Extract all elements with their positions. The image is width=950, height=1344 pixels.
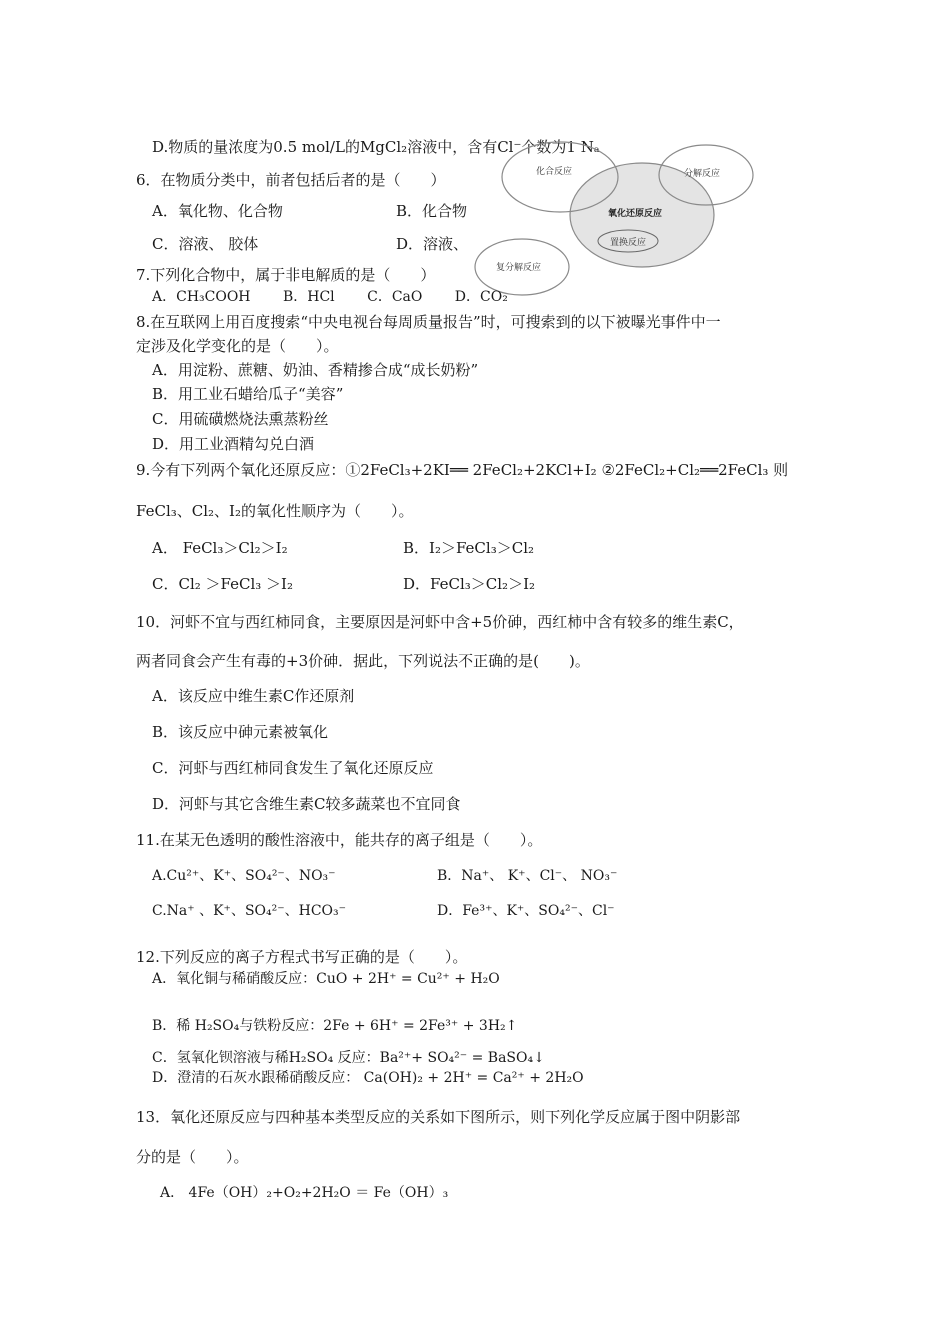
q11-option-b: B．Na⁺、 K⁺、Cl⁻、 NO₃⁻ xyxy=(437,868,618,884)
q13-option-a: A． 4Fe（OH）₂+O₂+2H₂O ＝ Fe（OH）₃ xyxy=(160,1185,449,1201)
q9-option-d: D．FeCl₃＞Cl₂＞I₂ xyxy=(403,575,536,593)
q10-option-b: B．该反应中砷元素被氧化 xyxy=(152,723,329,741)
q11-option-d: D．Fe³⁺、K⁺、SO₄²⁻、Cl⁻ xyxy=(437,903,615,919)
q8-option-c: C．用硫磺燃烧法熏蒸粉丝 xyxy=(152,410,329,428)
q7-options: A．CH₃COOH B．HCl C．CaO D．CO₂ xyxy=(152,289,508,305)
q10-option-c: C．河虾与西红柿同食发生了氧化还原反应 xyxy=(152,759,434,777)
q8-option-b: B．用工业石蜡给瓜子“美容” xyxy=(152,385,344,403)
q8-stem-1: 8.在互联网上用百度搜索“中央电视台每周质量报告”时，可搜索到的以下被曝光事件中一 xyxy=(136,313,721,331)
q13-stem-2: 分的是（ ）。 xyxy=(136,1148,249,1166)
q8-option-a: A．用淀粉、蔗糖、奶油、香精掺合成“成长奶粉” xyxy=(152,361,479,379)
q12-option-d: D．澄清的石灰水跟稀硝酸反应： Ca(OH)₂ + 2H⁺ = Ca²⁺ + 2H₂O xyxy=(152,1070,584,1086)
q5-option-d: D.物质的量浓度为0.5 mol/L的MgCl₂溶液中，含有Cl⁻个数为1 Nₐ xyxy=(152,138,600,156)
q8-stem-2: 定涉及化学变化的是（ ）。 xyxy=(136,337,339,355)
q11-option-c: C.Na⁺ 、K⁺、SO₄²⁻、HCO₃⁻ xyxy=(152,903,347,919)
q9-stem-1: 9.今有下列两个氧化还原反应：①2FeCl₃+2KI══ 2FeCl₂+2KCl+I₂ ②2FeCl₂+Cl₂══2FeCl₃ 则 xyxy=(136,461,789,479)
q6-option-b: B．化合物 xyxy=(396,202,468,220)
q12-option-b: B．稀 H₂SO₄与铁粉反应：2Fe + 6H⁺ = 2Fe³⁺ + 3H₂↑ xyxy=(152,1018,518,1034)
q10-stem-2: 两者同食会产生有毒的+3价砷．据此，下列说法不正确的是( )。 xyxy=(136,652,590,670)
q6-option-a: A．氧化物、化合物 xyxy=(152,202,283,220)
label-displacement: 置换反应 xyxy=(610,238,647,248)
q6-option-c: C．溶液、 胶体 xyxy=(152,235,259,253)
q6-stem: 6．在物质分类中，前者包括后者的是（ ） xyxy=(136,171,446,189)
q12-option-c: C．氢氧化钡溶液与稀H₂SO₄ 反应：Ba²⁺+ SO₄²⁻ = BaSO₄↓ xyxy=(152,1050,545,1066)
reaction-venn-diagram xyxy=(470,130,770,300)
label-combination: 化合反应 xyxy=(536,167,573,177)
q11-option-a: A.Cu²⁺、K⁺、SO₄²⁻、NO₃⁻ xyxy=(152,868,336,884)
q9-option-b: B．I₂＞FeCl₃＞Cl₂ xyxy=(403,539,535,557)
label-double-decomposition: 复分解反应 xyxy=(496,263,542,273)
q12-stem: 12.下列反应的离子方程式书写正确的是（ ）。 xyxy=(136,948,468,966)
q9-stem-2: FeCl₃、Cl₂、I₂的氧化性顺序为（ ）。 xyxy=(136,502,414,520)
label-decomposition: 分解反应 xyxy=(684,169,721,179)
q10-option-a: A．该反应中维生素C作还原剂 xyxy=(152,687,355,705)
q9-option-c: C．Cl₂ ＞FeCl₃ ＞I₂ xyxy=(152,575,293,593)
q9-option-a: A． FeCl₃＞Cl₂＞I₂ xyxy=(152,539,288,557)
q13-stem-1: 13．氧化还原反应与四种基本类型反应的关系如下图所示，则下列化学反应属于图中阴影部 xyxy=(136,1108,741,1126)
q10-stem-1: 10．河虾不宜与西红柿同食，主要原因是河虾中含+5价砷，西红柿中含有较多的维生素C， xyxy=(136,613,744,631)
q7-stem: 7.下列化合物中，属于非电解质的是（ ） xyxy=(136,266,436,284)
label-redox: 氧化还原反应 xyxy=(608,209,663,219)
q8-option-d: D．用工业酒精勾兑白酒 xyxy=(152,435,315,453)
q10-option-d: D．河虾与其它含维生素C较多蔬菜也不宜同食 xyxy=(152,795,461,813)
q6-option-d: D．溶液、 xyxy=(396,235,469,253)
q12-option-a: A．氧化铜与稀硝酸反应：CuO + 2H⁺ = Cu²⁺ + H₂O xyxy=(152,971,500,987)
q11-stem: 11.在某无色透明的酸性溶液中，能共存的离子组是（ ）。 xyxy=(136,831,543,849)
